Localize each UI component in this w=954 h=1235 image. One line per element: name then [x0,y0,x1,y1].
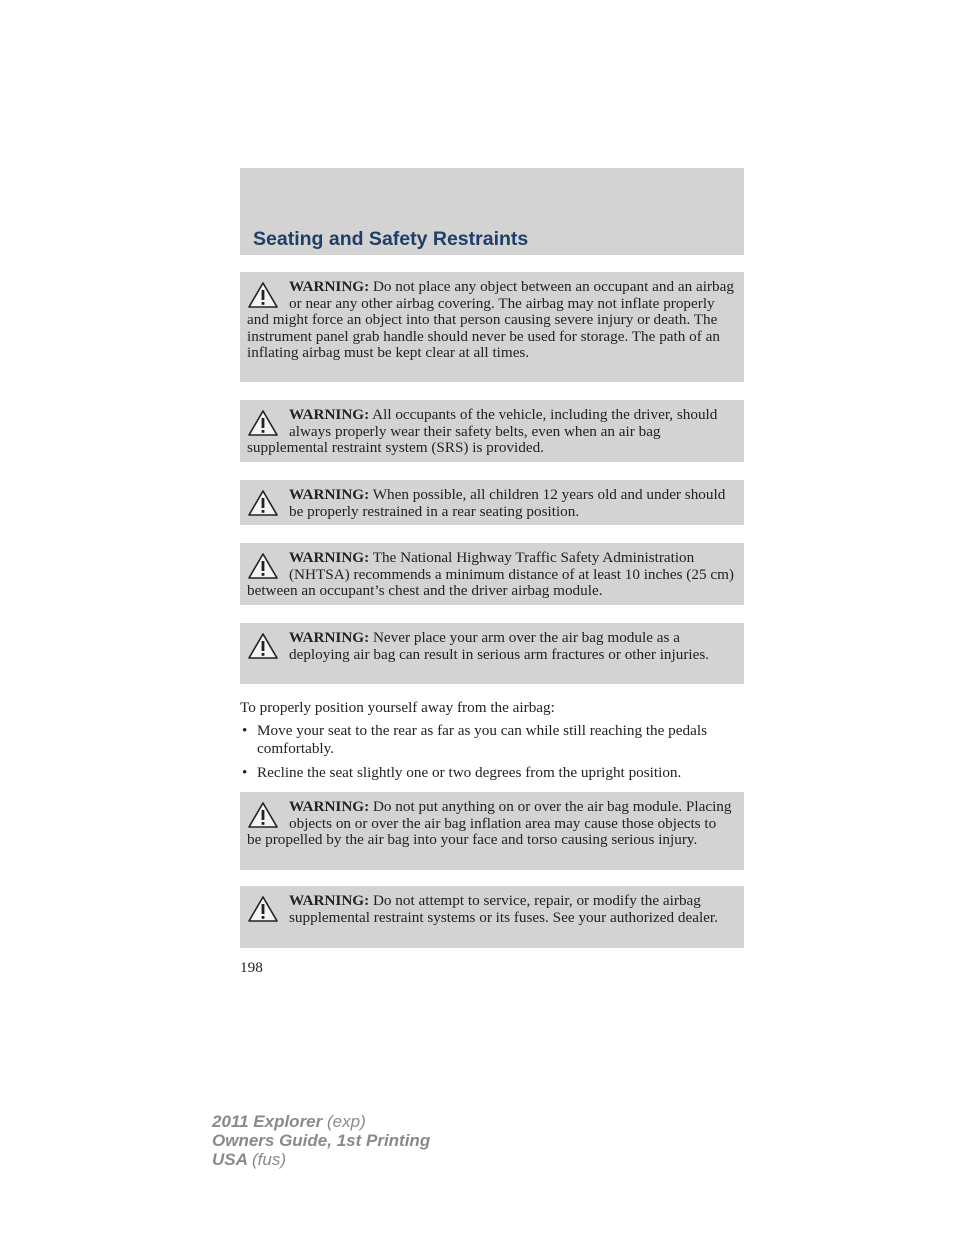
intro-text: To properly position yourself away from the airbag: [240,699,555,716]
warning-text: The National Highway Traffic Safety Administration (NHTSA) recommends a minimum distance of at least 10 inches (25 cm) between an occupant’s chest and the driver airbag module. [247,549,734,600]
bullet-icon: • [242,764,248,781]
warning-box [240,400,744,462]
warning-text: Do not attempt to service, repair, or modify the airbag supplemental restraint systems or its fuses. See your authorized dealer. [289,892,718,926]
footer-line-2 [212,1131,430,1150]
warning-triangle-icon [247,281,279,309]
warning-label: WARNING: [289,486,370,503]
page-number: 198 [240,959,263,976]
footer-model-code: (exp) [327,1112,366,1131]
section-title: Seating and Safety Restraints [253,228,529,250]
warning-text: When possible, all children 12 years old and under should be properly restrained in a rear seating position. [289,486,726,520]
footer-market: USA [212,1150,248,1169]
warning-box [240,480,744,525]
footer-market-code: (fus) [252,1150,286,1169]
warning-text: Do not put anything on or over the air bag module. Placing objects on or over the air bag inflation area may cause those objects to be propelled by the air bag into your face and torso causing serious injury. [247,798,732,849]
warning-label: WARNING: [289,278,370,295]
warning-box [240,543,744,605]
warning-triangle-icon [247,895,279,923]
warning-triangle-icon [247,409,279,437]
footer-line-1 [212,1112,430,1131]
warning-label: WARNING: [289,406,370,423]
bullet-icon: • [242,722,248,739]
warning-triangle-icon [247,632,279,660]
warning-label: WARNING: [289,892,370,909]
warning-box [240,792,744,870]
list-item [240,764,750,782]
footer-guide: Owners Guide, 1st Printing [212,1131,431,1150]
warning-label: WARNING: [289,549,370,566]
warning-box [240,623,744,684]
warning-label: WARNING: [289,798,370,815]
warning-text: Never place your arm over the air bag module as a deploying air bag can result in serious arm fractures or other injuries. [289,629,710,663]
warning-box [240,886,744,948]
warning-triangle-icon [247,489,279,517]
footer-line-3 [212,1150,430,1169]
warning-triangle-icon [247,801,279,829]
list-item [240,722,750,758]
list-item-text: Move your seat to the rear as far as you can while still reaching the pedals comfortably. [257,722,707,757]
warning-triangle-icon [247,552,279,580]
footer-model: 2011 Explorer [212,1112,323,1131]
document-footer [212,1112,430,1169]
warning-text: All occupants of the vehicle, including the driver, should always properly wear their safety belts, even when an air bag supplemental restraint system (SRS) is provided. [247,406,718,457]
warning-label: WARNING: [289,629,370,646]
warning-box [240,272,744,382]
warning-text: Do not place any object between an occupant and an airbag or near any other airbag covering. The airbag may not inflate properly and might force an object into that person causing severe injury or death. The instrument panel grab handle should never be used for storage. The path of an inflating airbag must be kept clear at all times. [247,278,734,362]
section-header [240,168,744,255]
list-item-text: Recline the seat slightly one or two degrees from the upright position. [257,764,682,781]
